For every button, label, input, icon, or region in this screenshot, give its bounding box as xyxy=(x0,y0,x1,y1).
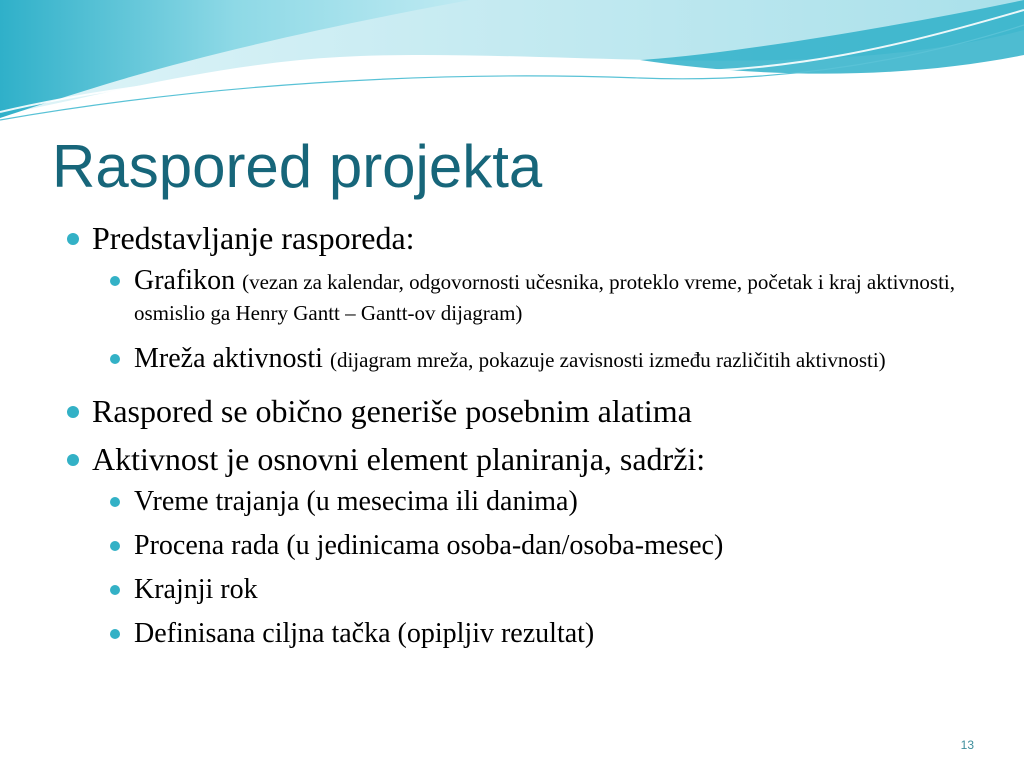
bullet-dot-icon xyxy=(110,354,120,364)
bullet-dot-icon xyxy=(110,541,120,551)
bullet-item xyxy=(60,439,960,479)
sub-bullet-main-text: Krajnji rok xyxy=(134,574,258,605)
bullet-dot-icon xyxy=(67,406,79,418)
bullet-text: Raspored se obično generiše posebnim alatima xyxy=(92,393,692,429)
bullet-list xyxy=(60,218,960,663)
bullet-dot-icon xyxy=(110,276,120,286)
sub-bullet-item xyxy=(60,266,960,328)
sub-bullet-item xyxy=(60,531,960,561)
sub-bullet-item xyxy=(60,619,960,649)
sub-bullet-main-text: Vreme trajanja (u mesecima ili danima) xyxy=(134,486,578,517)
page-number: 13 xyxy=(960,738,974,752)
sub-bullet-main-text: Procena rada (u jedinicama osoba-dan/osoba-mesec) xyxy=(134,530,724,561)
bullet-text: Aktivnost je osnovni element planiranja, sadrži: xyxy=(92,441,706,477)
bullet-dot-icon xyxy=(110,497,120,507)
sub-bullet-item xyxy=(60,487,960,517)
bullet-dot-icon xyxy=(67,454,79,466)
sub-bullet-detail-text: (dijagram mreža, pokazuje zavisnosti između različitih aktivnosti) xyxy=(329,348,886,372)
sub-bullet-main-text: Grafikon xyxy=(134,265,236,296)
sub-bullet-item xyxy=(60,575,960,605)
bullet-dot-icon xyxy=(110,629,120,639)
bullet-dot-icon xyxy=(67,233,79,245)
sub-bullet-item xyxy=(60,344,960,375)
bullet-item xyxy=(60,391,960,431)
bullet-text: Predstavljanje rasporeda: xyxy=(92,220,415,256)
sub-bullet-main-text: Mreža aktivnosti xyxy=(134,343,323,374)
header-wave-decoration xyxy=(0,0,1024,130)
sub-bullet-detail-text: (vezan za kalendar, odgovornosti učesnika, proteklo vreme, početak i kraj aktivnosti, osmislio ga Henry Gantt – Gantt-ov dijagram) xyxy=(134,270,955,325)
slide-title: Raspored projekta xyxy=(52,133,543,200)
bullet-item xyxy=(60,218,960,258)
sub-bullet-main-text: Definisana ciljna tačka (opipljiv rezultat) xyxy=(134,618,595,649)
bullet-dot-icon xyxy=(110,585,120,595)
